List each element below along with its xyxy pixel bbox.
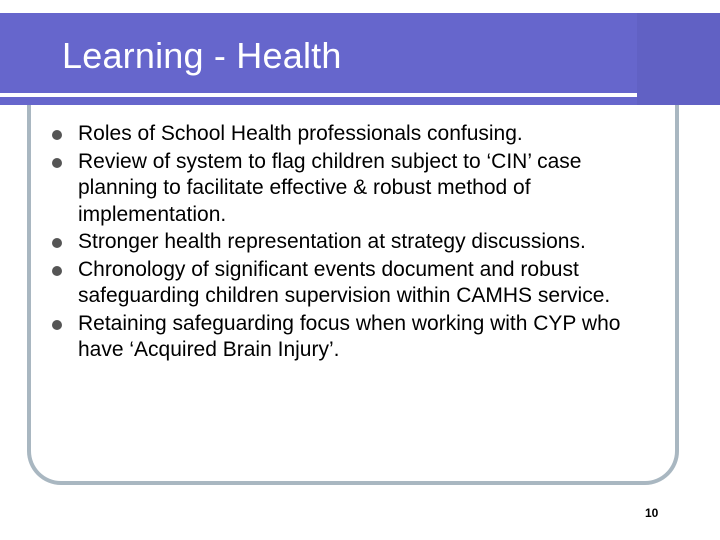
bullet-list — [52, 121, 662, 365]
bullet-icon — [52, 266, 62, 276]
bullet-icon — [52, 158, 62, 168]
bullet-item — [52, 121, 662, 148]
bullet-text: Roles of School Health professionals confusing. — [78, 122, 523, 145]
bullet-text: Chronology of significant events document and robust safeguarding children supervision within CAMHS service. — [78, 257, 611, 307]
slide-title: Learning - Health — [62, 35, 342, 76]
bullet-item — [52, 257, 662, 310]
bullet-icon — [52, 320, 62, 330]
bullet-icon — [52, 238, 62, 248]
title-bar-accent — [637, 13, 720, 105]
page-number: 10 — [645, 506, 659, 520]
bullet-text: Retaining safeguarding focus when working with CYP who have ‘Acquired Brain Injury’. — [78, 311, 621, 361]
bullet-item — [52, 229, 662, 256]
bullet-text: Stronger health representation at strategy discussions. — [78, 230, 586, 253]
bullet-text: Review of system to flag children subject to ‘CIN’ case planning to facilitate effective & robust method of implementation. — [78, 149, 582, 226]
bullet-item — [52, 311, 662, 364]
bullet-icon — [52, 130, 62, 140]
title-underline — [0, 93, 637, 97]
bullet-item — [52, 149, 662, 229]
